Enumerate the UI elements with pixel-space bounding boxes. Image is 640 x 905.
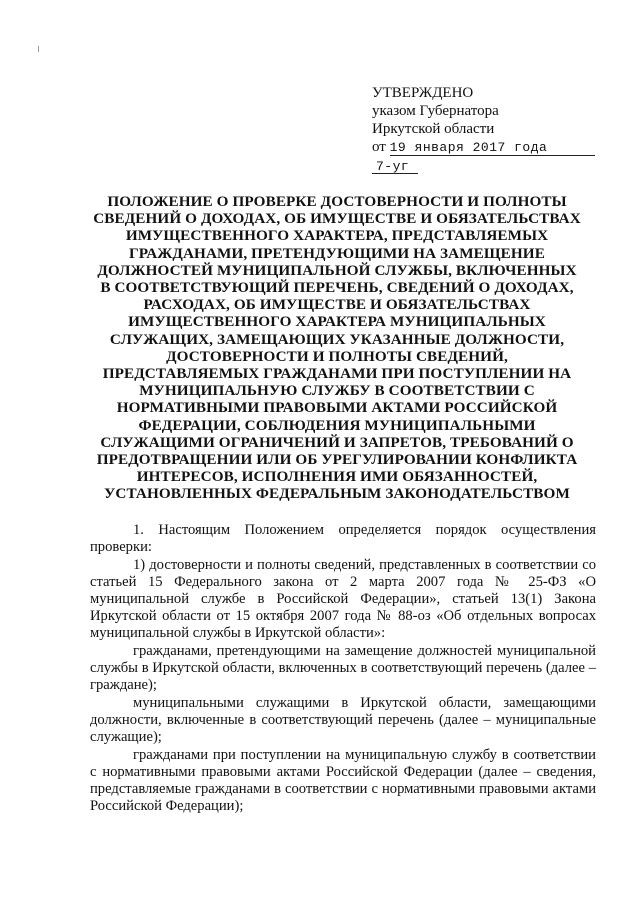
paragraph-3: гражданами, претендующими на замещение должностей муниципальной службы в Иркутской области, включенных в соответствующий перечень (далее – граждане); xyxy=(90,643,596,693)
approval-heading: УТВЕРЖДЕНО xyxy=(372,85,474,101)
number-underline xyxy=(372,173,418,174)
paragraph-2: 1) достоверности и полноты сведений, представленных в соответствии со статьей 15 Федерального закона от 2 марта 2007 года № 25-ФЗ «О муниципальной службе в Российской Федерации», статьей 13(1) Закона Иркутской области от 15 октября 2007 года № 88-оз «Об отдельных вопросах муниципальной службы в Иркутской области»: xyxy=(90,557,596,641)
document-title: ПОЛОЖЕНИЕ О ПРОВЕРКЕ ДОСТОВЕРНОСТИ И ПОЛНОТЫ СВЕДЕНИЙ О ДОХОДАХ, ОБ ИМУЩЕСТВЕ И ОБЯЗАТЕЛЬСТВАХ ИМУЩЕСТВЕННОГО ХАРАКТЕРА, ПРЕДСТАВЛЯЕМЫХ ГРАЖДАНАМИ, ПРЕТЕНДУЮЩИМИ НА ЗАМЕЩЕНИЕ ДОЛЖНОСТЕЙ МУНИЦИПАЛЬНОЙ СЛУЖБЫ, ВКЛЮЧЕННЫХ В СООТВЕТСТВУЮЩИЙ ПЕРЕЧЕНЬ, СВЕДЕНИЙ О ДОХОДАХ, РАСХОДАХ, ОБ ИМУЩЕСТВЕ И ОБЯЗАТЕЛЬСТВАХ ИМУЩЕСТВЕННОГО ХАРАКТЕРА МУНИЦИПАЛЬНЫХ СЛУЖАЩИХ, ЗАМЕЩАЮЩИХ УКАЗАННЫЕ ДОЛЖНОСТИ, ДОСТОВЕРНОСТИ И ПОЛНОТЫ СВЕДЕНИЙ, ПРЕДСТАВЛЯЕМЫХ ГРАЖДАНАМИ ПРИ ПОСТУПЛЕНИИ НА МУНИЦИПАЛЬНУЮ СЛУЖБУ В СООТВЕТСТВИИ С НОРМАТИВНЫМИ ПРАВОВЫМИ АКТАМИ РОССИЙСКОЙ ФЕДЕРАЦИИ, СОБЛЮДЕНИЯ МУНИЦИПАЛЬНЫМИ СЛУЖАЩИМИ ОГРАНИЧЕНИЙ И ЗАПРЕТОВ, ТРЕБОВАНИЙ О ПРЕДОТВРАЩЕНИИ ИЛИ ОБ УРЕГУЛИРОВАНИИ КОНФЛИКТА ИНТЕРЕСОВ, ИСПОЛНЕНИЯ ИМИ ОБЯЗАННОСТЕЙ, УСТАНОВЛЕННЫХ ФЕДЕРАЛЬНЫМ ЗАКОНОДАТЕЛЬСТВОМ xyxy=(93,193,581,503)
scan-mark xyxy=(38,46,39,52)
paragraph-4: муниципальными служащими в Иркутской области, замещающими должности, включенные в соответствующий перечень (далее – муниципальные служащие); xyxy=(90,695,596,745)
approval-region: Иркутской области xyxy=(372,121,495,137)
approval-number: 7-уг xyxy=(376,159,410,174)
approval-stamp xyxy=(372,84,602,176)
approval-authority: указом Губернатора xyxy=(372,103,499,119)
paragraph-1: 1. Настоящим Положением определяется порядок осуществления проверки: xyxy=(90,522,596,555)
approval-date-line xyxy=(372,138,602,157)
approval-number-line xyxy=(372,157,602,176)
paragraph-5: гражданами при поступлении на муниципальную службу в соответствии с нормативными правовыми актами Российской Федерации (далее – сведения, представляемые гражданами в соответствии с нормативными правовыми актами Российской Федерации); xyxy=(90,747,596,814)
document-body xyxy=(90,522,596,816)
approval-date: 19 января 2017 года xyxy=(389,140,548,155)
approval-date-prefix: от xyxy=(372,139,386,155)
date-underline xyxy=(390,155,595,156)
